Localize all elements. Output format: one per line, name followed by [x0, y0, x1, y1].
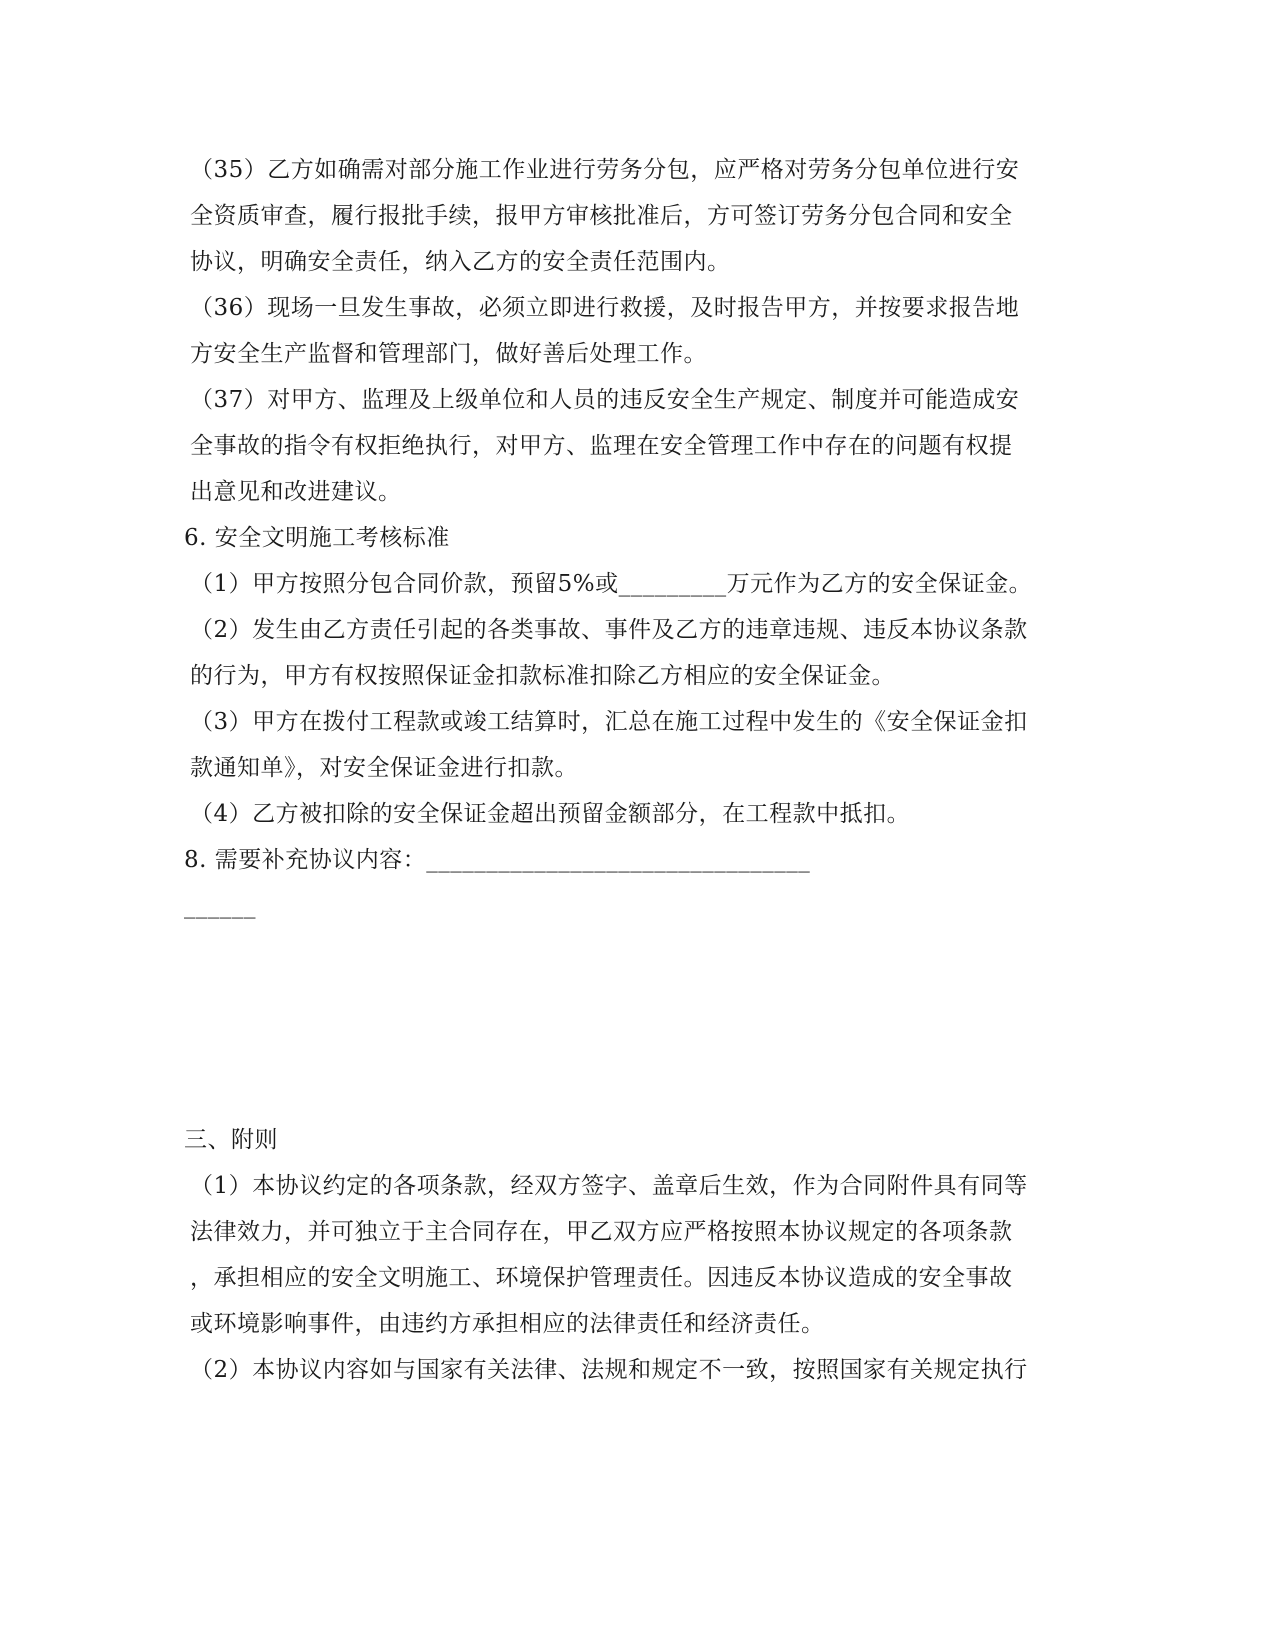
appendix-item-1-line-3: ，承担相应的安全文明施工、环境保护管理责任。因违反本协议造成的安全事故 [190, 1265, 1013, 1291]
section-6-item-3-line-2: 款通知单》，对安全保证金进行扣款。 [190, 755, 578, 781]
clause-35-line-1: （35）乙方如确需对部分施工作业进行劳务分包，应严格对劳务分包单位进行安 [190, 157, 1020, 183]
clause-37-line-2: 全事故的指令有权拒绝执行，对甲方、监理在安全管理工作中存在的问题有权提 [190, 433, 1013, 459]
section-6-item-1: （1）甲方按照分包合同价款，预留5%或_________万元作为乙方的安全保证金。 [190, 571, 1033, 597]
section-6-item-2-line-1: （2）发生由乙方责任引起的各类事故、事件及乙方的违章违规、违反本协议条款 [190, 617, 1028, 643]
section-6-item-2-line-2: 的行为，甲方有权按照保证金扣款标准扣除乙方相应的安全保证金。 [190, 663, 895, 689]
section-8-blank-line: ______ [184, 893, 256, 919]
clause-36-line-2: 方安全生产监督和管理部门，做好善后处理工作。 [190, 341, 707, 367]
section-8-heading: 8. 需要补充协议内容：________________________________ [184, 847, 811, 873]
clause-36-line-1: （36）现场一旦发生事故，必须立即进行救援，及时报告甲方，并按要求报告地 [190, 295, 1020, 321]
appendix-item-2-line-1: （2）本协议内容如与国家有关法律、法规和规定不一致，按照国家有关规定执行 [190, 1357, 1028, 1383]
appendix-item-1-line-4: 或环境影响事件，由违约方承担相应的法律责任和经济责任。 [190, 1311, 825, 1337]
clause-37-line-1: （37）对甲方、监理及上级单位和人员的违反安全生产规定、制度并可能造成安 [190, 387, 1020, 413]
clause-37-line-3: 出意见和改进建议。 [190, 479, 402, 505]
section-6-item-4: （4）乙方被扣除的安全保证金超出预留金额部分，在工程款中抵扣。 [190, 801, 911, 827]
clause-35-line-2: 全资质审查，履行报批手续，报甲方审核批准后，方可签订劳务分包合同和安全 [190, 203, 1013, 229]
appendix-heading: 三、附则 [184, 1127, 278, 1153]
section-6-heading: 6. 安全文明施工考核标准 [184, 525, 450, 551]
clause-35-line-3: 协议，明确安全责任，纳入乙方的安全责任范围内。 [190, 249, 731, 275]
appendix-item-1-line-1: （1）本协议约定的各项条款，经双方签字、盖章后生效，作为合同附件具有同等 [190, 1173, 1028, 1199]
section-6-item-3-line-1: （3）甲方在拨付工程款或竣工结算时，汇总在施工过程中发生的《安全保证金扣 [190, 709, 1028, 735]
appendix-item-1-line-2: 法律效力，并可独立于主合同存在，甲乙双方应严格按照本协议规定的各项条款 [190, 1219, 1013, 1245]
